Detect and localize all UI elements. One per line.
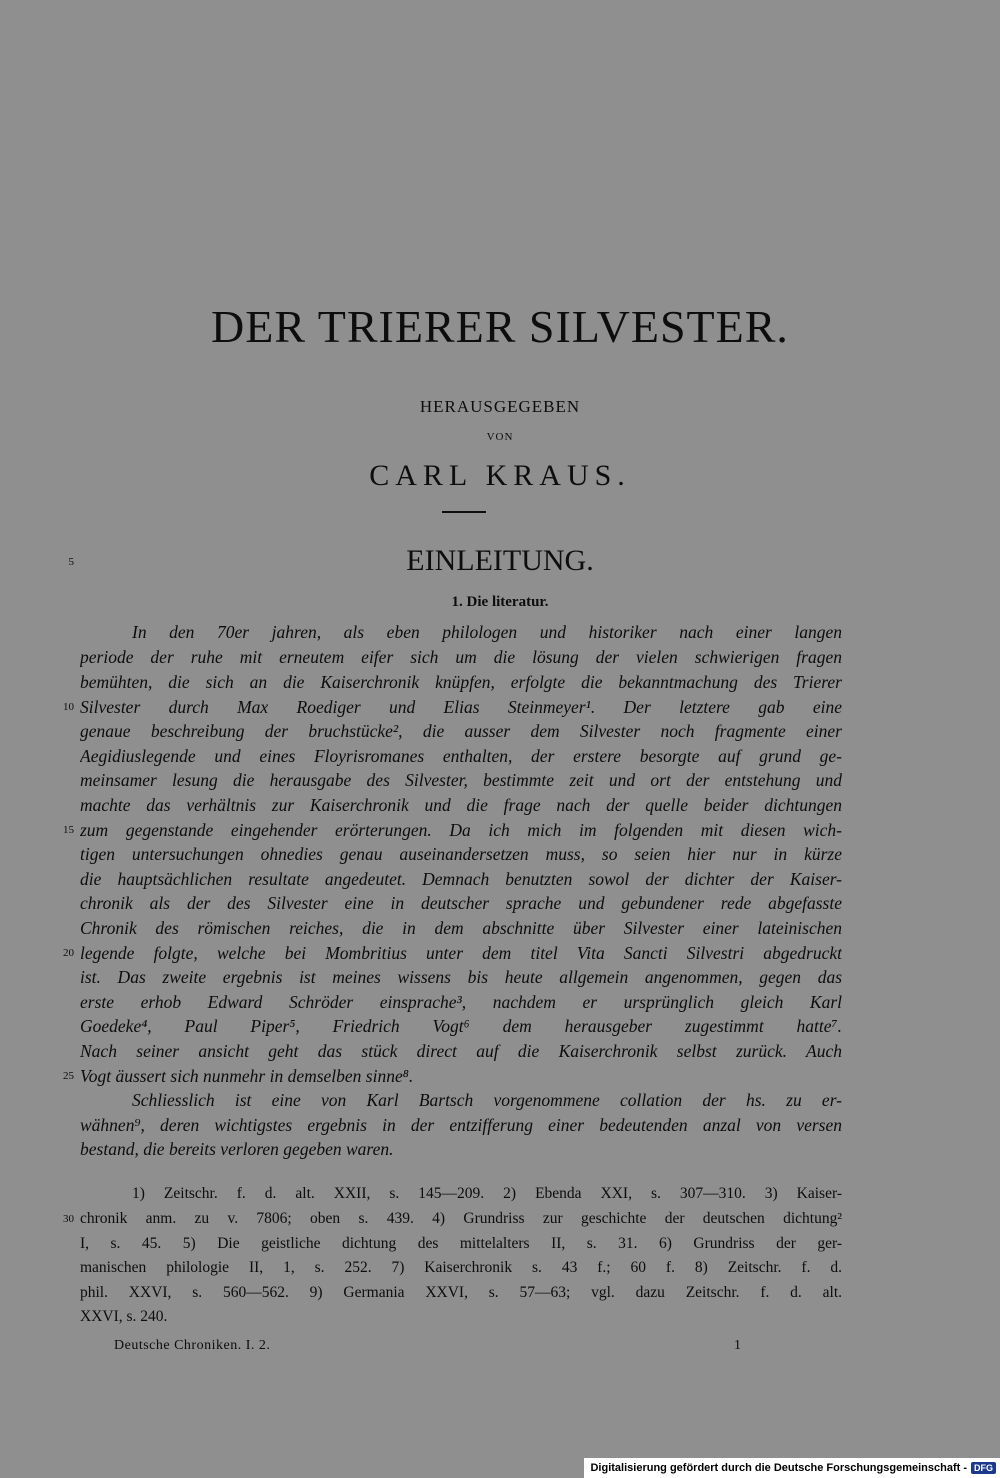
von-label: VON <box>486 431 514 443</box>
line-number: 15 <box>63 824 74 836</box>
body-line: Aegidiuslegende und eines Floyrisromanes enthalten, der erstere besorgte auf grund ge- <box>80 746 842 766</box>
body-line: Nach seiner ansicht geht das stück direct auf die Kaiserchronik selbst zurück. Auch <box>80 1041 842 1061</box>
body-line: Silvester durch Max Roediger und Elias Steinmeyer¹. Der letztere gab eine <box>80 697 842 717</box>
body-line: wähnen⁹, deren wichtigstes ergebnis in der entzifferung einer bedeutenden anzal von versen <box>80 1115 842 1135</box>
line-number: 30 <box>63 1213 74 1225</box>
body-line: Goedeke⁴, Paul Piper⁵, Friedrich Vogt⁶ dem herausgeber zugestimmt hatte⁷. <box>80 1016 842 1036</box>
body-line: periode der ruhe mit erneutem eifer sich um die lösung der vielen schwierigen fragen <box>80 647 842 667</box>
page-number: 1 <box>734 1338 741 1353</box>
footnote-line: phil. XXVI, s. 560—562. 9) Germania XXVI, s. 57—63; vgl. dazu Zeitschr. f. d. alt. <box>80 1284 842 1301</box>
body-line: Chronik des römischen reiches, die in dem abschnitte über Silvester einer lateinischen <box>80 918 842 938</box>
body-line: zum gegenstande eingehender erörterungen. Da ich mich im folgenden mit diesen wich- <box>80 820 842 840</box>
body-line: machte das verhältnis zur Kaiserchronik und die frage nach der quelle beider dichtungen <box>80 795 842 815</box>
line-number: 20 <box>63 947 74 959</box>
body-line: meinsamer lesung die herausgabe des Silvester, bestimmte zeit und ort der entstehung und <box>80 770 842 790</box>
body-line: bestand, die bereits verloren gegeben waren. <box>80 1139 394 1159</box>
editor-name: CARL KRAUS. <box>369 459 631 492</box>
body-line: erste erhob Edward Schröder einsprache³, nachdem er ursprünglich gleich Karl <box>80 992 842 1012</box>
page-title: DER TRIERER SILVESTER. <box>211 301 789 352</box>
footnote-line: manischen philologie II, 1, s. 252. 7) Kaiserchronik s. 43 f.; 60 f. 8) Zeitschr. f. d. <box>80 1259 842 1276</box>
editor-label: HERAUSGEGEBEN <box>419 397 581 416</box>
line-number: 25 <box>63 1070 74 1082</box>
running-foot: Deutsche Chroniken. I. 2. <box>114 1338 271 1353</box>
credit-bar <box>584 1458 1000 1478</box>
line-number: 5 <box>68 556 74 568</box>
body-line: ist. Das zweite ergebnis ist meines wissens bis heute allgemein angenommen, gegen das <box>80 967 842 987</box>
footnote-line: 1) Zeitschr. f. d. alt. XXII, s. 145—209. 2) Ebenda XXI, s. 307—310. 3) Kaiser- <box>132 1185 842 1202</box>
body-line: tigen untersuchungen ohnedies genau auseinandersetzen muss, so seien hier nur in kürze <box>80 844 842 864</box>
dfg-logo: DFG <box>971 1462 996 1474</box>
body-line: chronik als der des Silvester eine in deutscher sprache und gebundener rede abgefasste <box>80 893 842 913</box>
line-number: 10 <box>63 701 74 713</box>
body-line: bemühten, die sich an die Kaiserchronik knüpfen, erfolgte die bekanntmachung des Trierer <box>80 672 842 692</box>
footnote-line: I, s. 45. 5) Die geistliche dichtung des mittelalters II, s. 31. 6) Grundriss der ger- <box>80 1235 842 1252</box>
body-line: Schliesslich ist eine von Karl Bartsch vorgenommene collation der hs. zu er- <box>132 1090 842 1110</box>
subsection-heading: 1. Die literatur. <box>451 594 549 610</box>
body-line: legende folgte, welche bei Mombritius unter dem titel Vita Sancti Silvestri abgedruckt <box>80 943 842 963</box>
credit-text: Digitalisierung gefördert durch die Deutsche Forschungsgemeinschaft - <box>590 1462 967 1474</box>
footnote-line: XXVI, s. 240. <box>80 1308 168 1325</box>
title-rule <box>442 511 486 513</box>
section-heading: EINLEITUNG. <box>406 544 594 577</box>
footnote-line: chronik anm. zu v. 7806; oben s. 439. 4) Grundriss zur geschichte der deutschen dichtung² <box>80 1210 842 1227</box>
body-line: genaue beschreibung der bruchstücke², die ausser dem Silvester noch fragmente einer <box>80 721 842 741</box>
body-line: die hauptsächlichen resultate angedeutet. Demnach benutzten sowol der dichter der Kaiser- <box>80 869 842 889</box>
body-line: Vogt äussert sich nunmehr in demselben sinne⁸. <box>80 1066 414 1086</box>
body-line: In den 70er jahren, als eben philologen und historiker nach einer langen <box>132 622 842 642</box>
